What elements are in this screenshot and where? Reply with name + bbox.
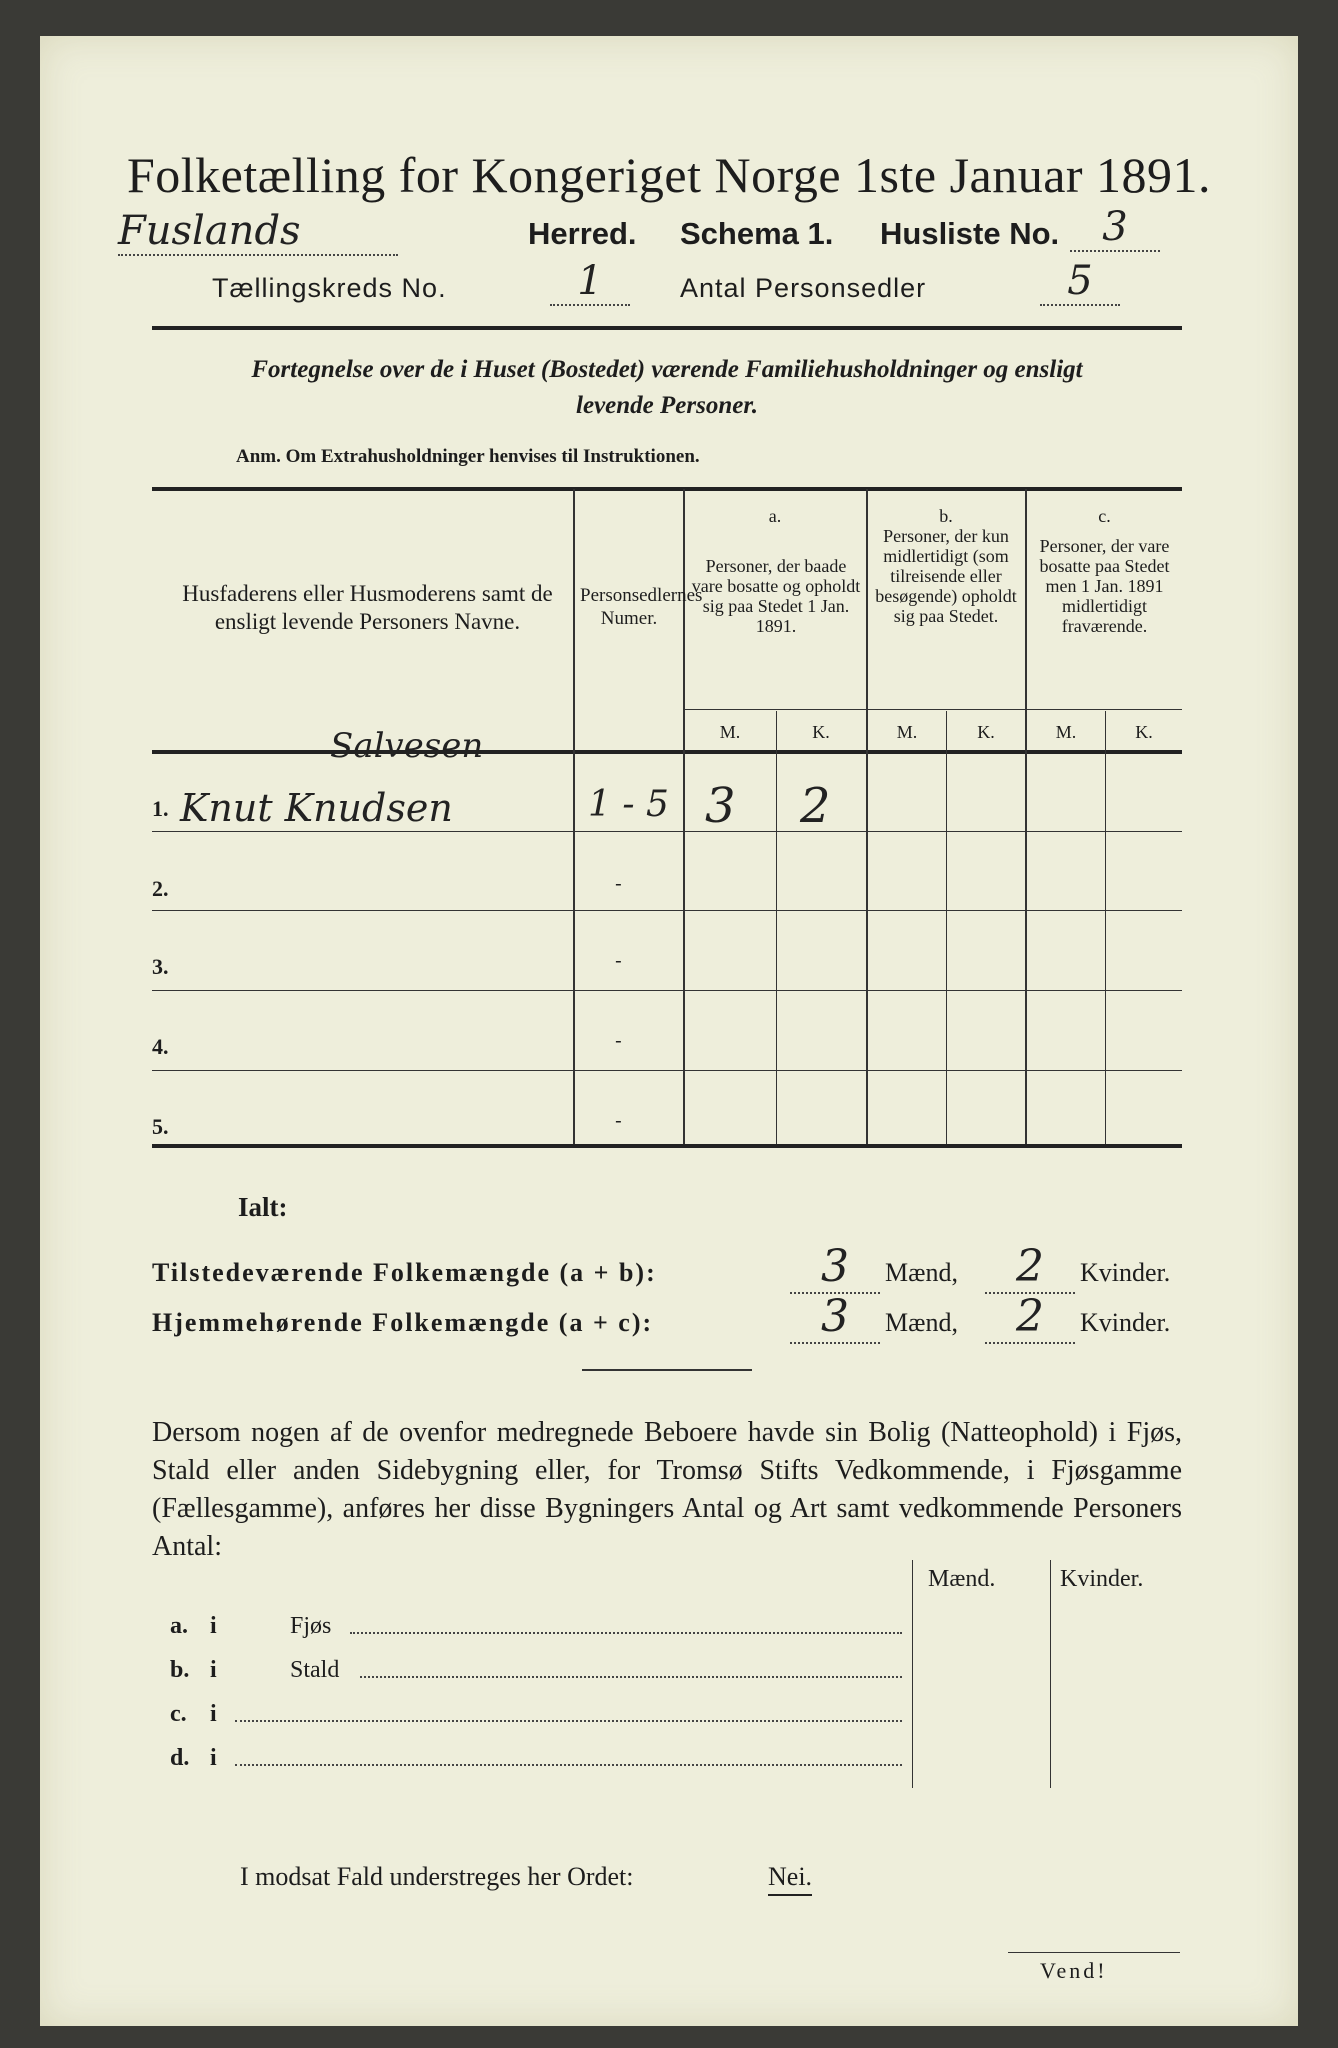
short-divider	[582, 1369, 752, 1371]
col-divider	[573, 489, 575, 1144]
side-row-letter: d.	[170, 1745, 190, 1771]
row-rule	[152, 831, 1182, 832]
col-c-m: M.	[1055, 722, 1077, 742]
row-1-num: 1 - 5	[588, 784, 669, 825]
side-row-letter: b.	[170, 1657, 190, 1683]
side-row-i: i	[210, 1701, 217, 1727]
col-b-k: K.	[977, 722, 995, 742]
dotted-fill	[360, 1676, 902, 1678]
col-header-b-letter: b.	[939, 506, 953, 526]
ialt-label: Ialt:	[238, 1192, 288, 1222]
table-head-rule	[152, 750, 1182, 754]
husliste-value: 3	[1070, 204, 1160, 252]
modsat-text: I modsat Fald understreges her Ordet:	[240, 1862, 634, 1891]
dotted-fill	[235, 1764, 902, 1766]
col-divider	[946, 711, 947, 1144]
side-row-label: Fjøs	[290, 1613, 332, 1639]
antal-label: Antal Personsedler	[680, 273, 927, 303]
kreds-value: 1	[550, 258, 630, 306]
schema-label: Schema 1.	[680, 216, 834, 251]
vend-rule	[1008, 1952, 1180, 1953]
col-header-c: Personer, der vare bosatte paa Stedet men 1 Jan. 1891 midlertidigt fraværende.	[1039, 536, 1170, 636]
side-col-divider	[1050, 1560, 1051, 1788]
hjemme-k-value: 2	[985, 1291, 1075, 1344]
col-c-k: K.	[1135, 722, 1153, 742]
husliste-label: Husliste No.	[880, 216, 1060, 251]
side-row-i: i	[210, 1613, 217, 1639]
herred-value: Fuslands	[118, 208, 398, 256]
anm-note: Anm. Om Extrahusholdninger henvises til Instruktionen.	[236, 446, 700, 467]
tilstede-m-value: 3	[790, 1241, 880, 1294]
col-divider	[776, 711, 777, 1144]
row-rule	[152, 1070, 1182, 1071]
subtitle-line-2: levende Personer.	[576, 392, 758, 419]
tilstede-k-value: 2	[985, 1241, 1075, 1294]
herred-label: Herred.	[528, 216, 637, 251]
antal-value: 5	[1040, 258, 1120, 306]
row-4-num: -	[615, 1028, 622, 1052]
col-header-c-letter: c.	[1098, 506, 1111, 526]
tilstede-kvinder-label: Kvinder.	[1080, 1258, 1171, 1287]
row-1-name: Knut Knudsen	[180, 786, 453, 830]
row-number: 4.	[152, 1034, 169, 1059]
census-form-page	[40, 36, 1298, 2026]
side-row-i: i	[210, 1745, 217, 1771]
row-rule	[152, 990, 1182, 991]
col-a-m: M.	[719, 722, 741, 742]
row-2-num: -	[615, 871, 622, 895]
page-title: Folketælling for Kongeriget Norge 1ste Januar 1891.	[126, 147, 1212, 203]
col-divider	[1105, 711, 1106, 1144]
side-row-label: Stald	[290, 1657, 340, 1683]
side-row-i: i	[210, 1657, 217, 1683]
header-rule	[152, 326, 1182, 330]
row-5-num: -	[615, 1108, 622, 1132]
vend-text: Vend!	[1040, 1958, 1108, 1983]
row-1-a-k: 2	[800, 778, 831, 834]
sidebygning-paragraph: Dersom nogen af de ovenfor medregnede Beboere havde sin Bolig (Natteophold) i Fjøs, Stald eller anden Sidebygning eller, for Tromsø Stifts Vedkommende, i Fjøsgamme (Fællesgamme), anføres her disse Bygningers Antal og Art samt vedkommende Personers Antal:	[152, 1417, 1182, 1562]
row-number: 1.	[152, 796, 169, 821]
kreds-label: Tællingskreds No.	[212, 273, 447, 303]
row-1-a-m: 3	[705, 778, 736, 834]
hjemme-kvinder-label: Kvinder.	[1080, 1308, 1171, 1337]
dotted-fill	[350, 1632, 902, 1634]
nei-word: Nei.	[768, 1862, 812, 1896]
hjemme-maend-label: Mænd,	[885, 1308, 958, 1337]
side-col-divider	[912, 1560, 913, 1788]
row-1-name-above: Salvesen	[330, 726, 484, 766]
row-number: 5.	[152, 1114, 169, 1139]
tilstede-label: Tilstedeværende Folkemængde (a + b):	[152, 1258, 657, 1287]
mk-rule	[683, 709, 1182, 710]
col-header-a: Personer, der baade vare bosatte og opholdt sig paa Stedet 1 Jan. 1891.	[691, 556, 861, 636]
row-3-num: -	[615, 948, 622, 972]
table-bottom-rule	[152, 1144, 1182, 1148]
col-a-k: K.	[812, 722, 830, 742]
hjemme-m-value: 3	[790, 1291, 880, 1344]
row-rule	[152, 910, 1182, 911]
side-row-letter: c.	[170, 1701, 187, 1727]
col-b-m: M.	[896, 722, 918, 742]
col-header-b: Personer, der kun midlertidigt (som tilreisende eller besøgende) opholdt sig paa Stedet.	[875, 526, 1017, 626]
col-header-num: Personsedlernes Numer.	[580, 585, 703, 629]
hjemme-label: Hjemmehørende Folkemængde (a + c):	[152, 1308, 654, 1337]
side-head-maend: Mænd.	[928, 1566, 996, 1592]
table-top-rule	[152, 487, 1182, 491]
tilstede-maend-label: Mænd,	[885, 1258, 958, 1287]
col-header-a-letter: a.	[768, 506, 782, 526]
row-number: 2.	[152, 876, 169, 901]
col-header-name: Husfaderens eller Husmoderens samt de ensligt levende Personers Navne.	[182, 581, 553, 634]
side-head-kvinder: Kvinder.	[1060, 1566, 1144, 1592]
side-row-letter: a.	[170, 1613, 188, 1639]
subtitle-line-1: Fortegnelse over de i Huset (Bostedet) værende Familiehusholdninger og ensligt	[251, 356, 1083, 383]
dotted-fill	[235, 1720, 902, 1722]
row-number: 3.	[152, 954, 169, 979]
